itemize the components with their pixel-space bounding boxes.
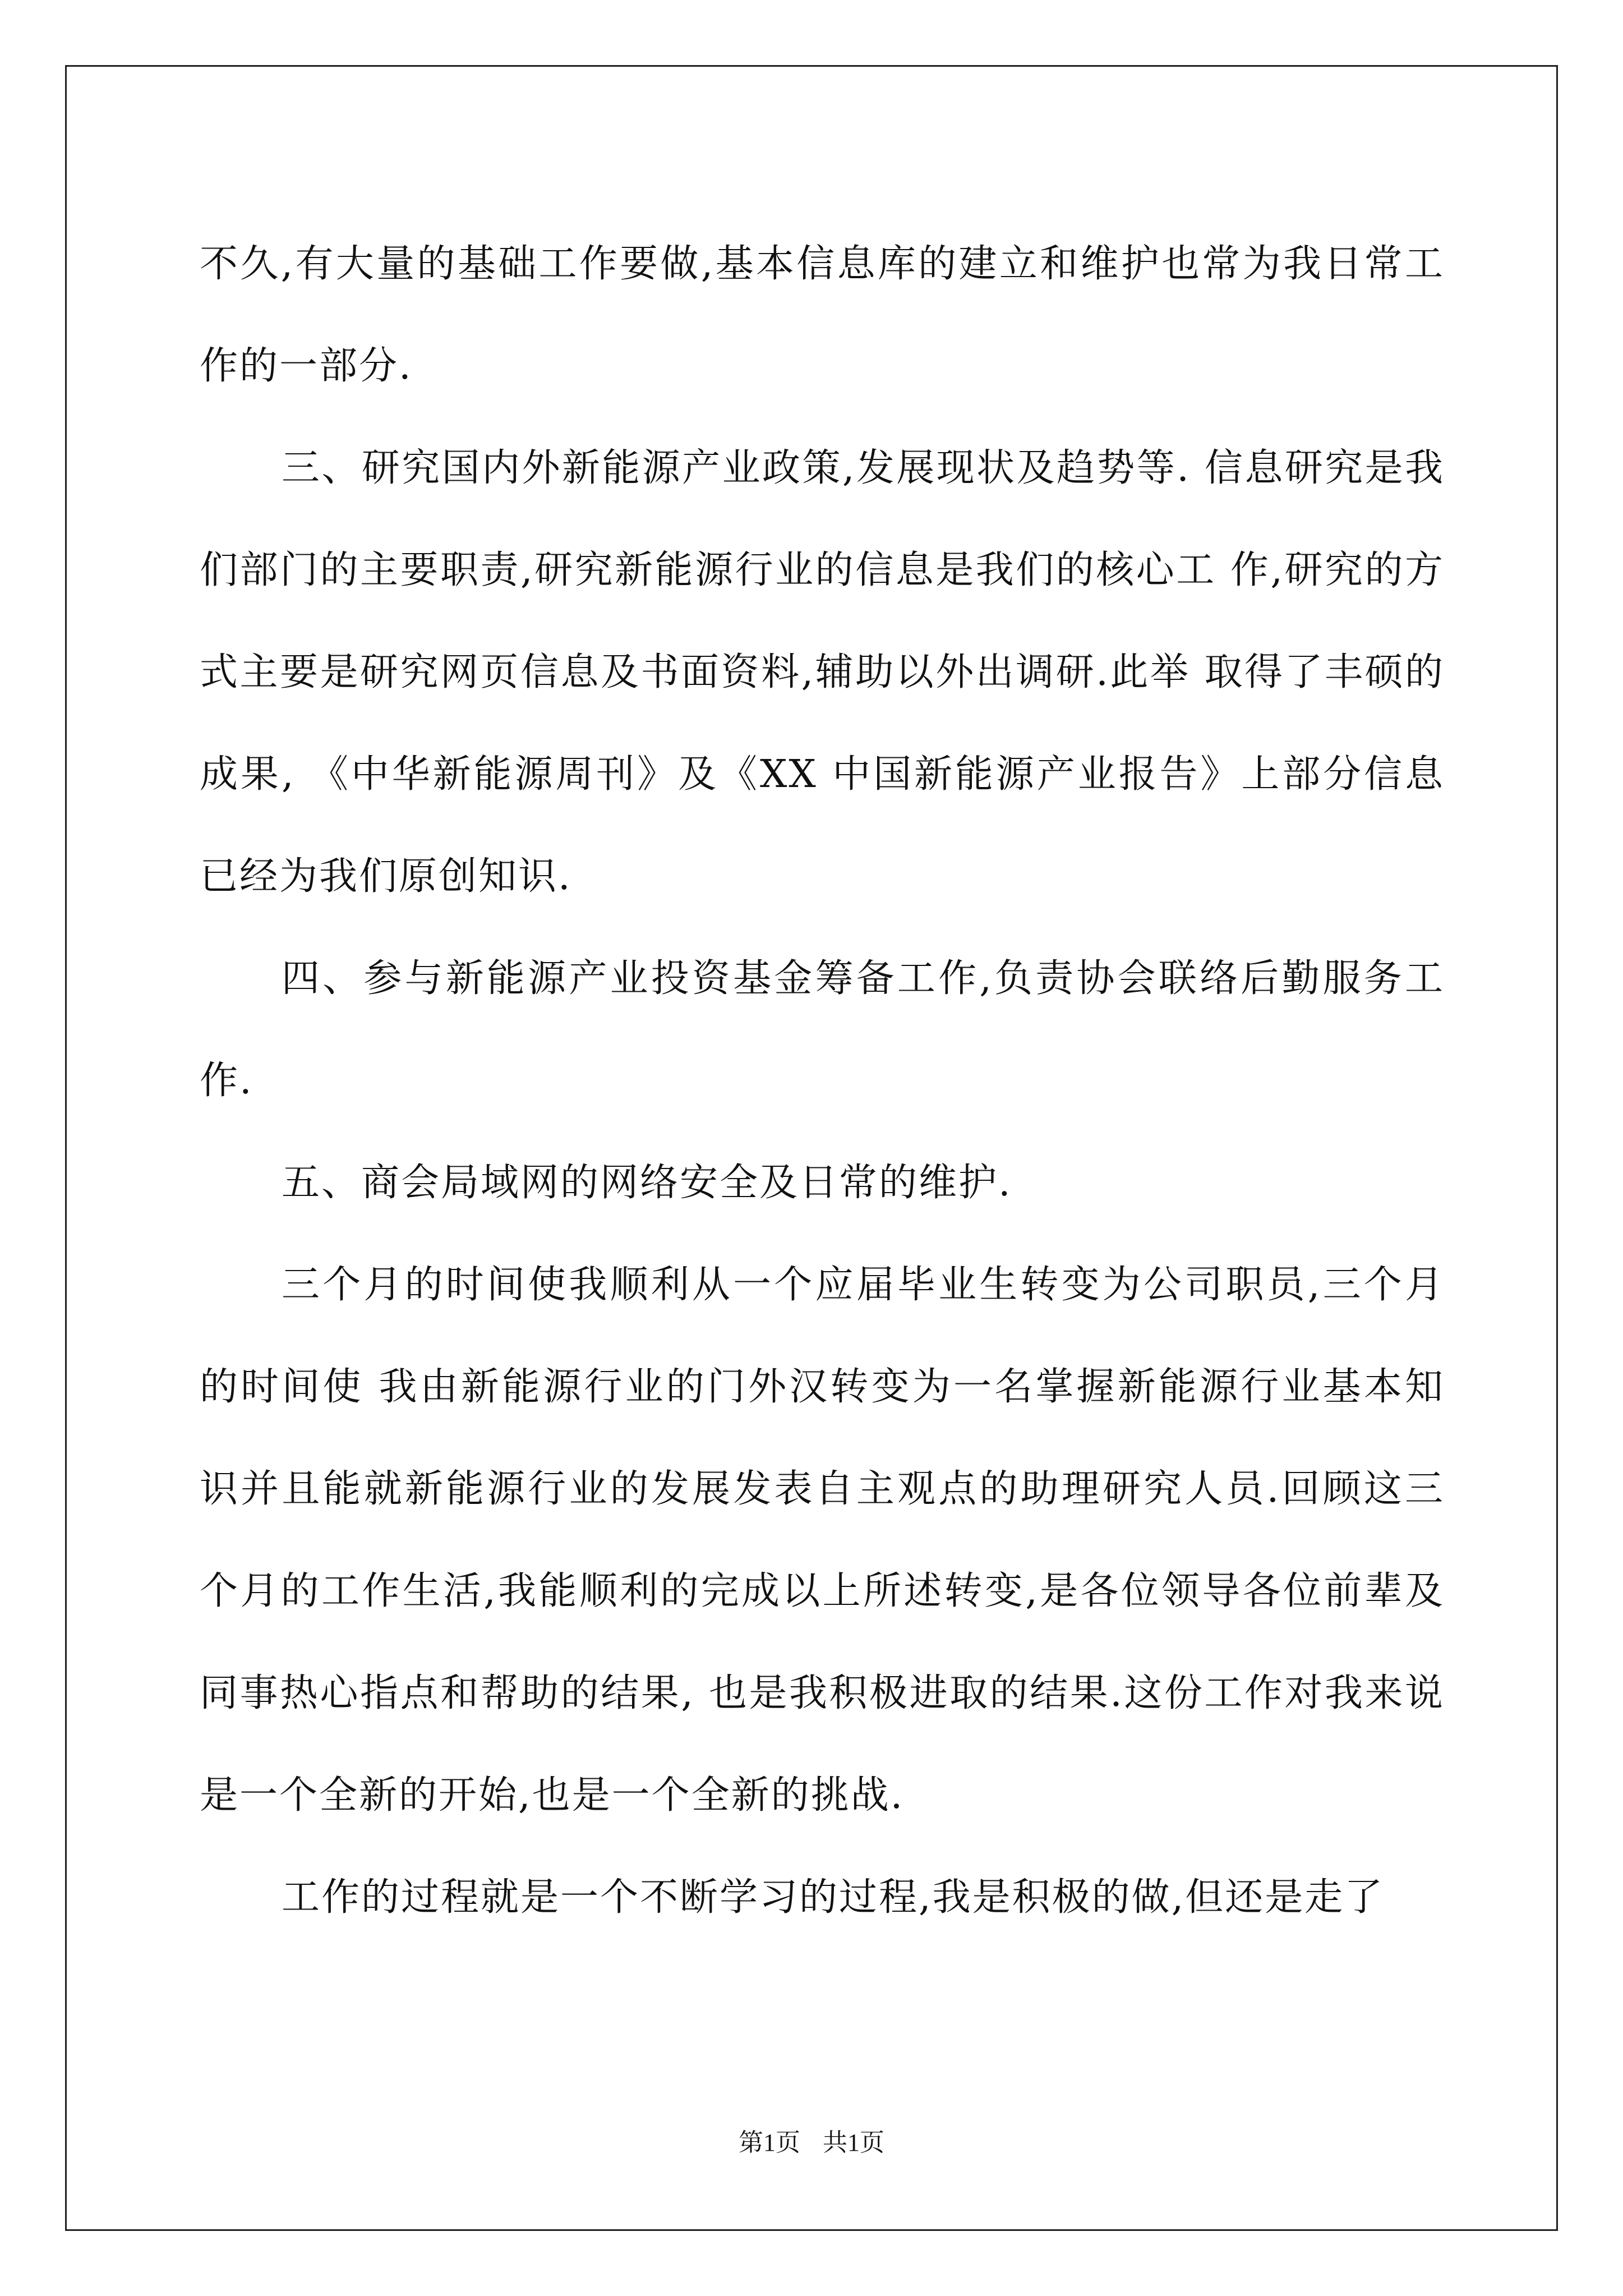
page-footer [0, 2126, 1623, 2160]
page-total: 共1页 [823, 2129, 884, 2156]
paragraph-2: 三、研究国内外新能源产业政策,发展现状及趋势等. 信息研究是我们部门的主要职责,研究新能源行业的信息是我们的核心工 作,研究的方式主要是研究网页信息及书面资料,辅助以外出调研.此举 取得了丰硕的成果, 《中华新能源周刊》及《XX 中国新能源产业报告》上部分信息已经为我们原创知识. [200, 446, 1445, 899]
document-body [200, 213, 1445, 1949]
paragraph-4: 五、商会局域网的网络安全及日常的维护. [282, 1161, 1012, 1205]
paragraph-3: 四、参与新能源产业投资基金筹备工作,负责协会联络后勤服务工作. [200, 956, 1445, 1103]
page-number: 第1页 [739, 2129, 800, 2156]
paragraph-5: 三个月的时间使我顺利从一个应届毕业生转变为公司职员,三个月的时间使 我由新能源行业的门外汉转变为一名掌握新能源行业基本知识并且能就新能源行业的发展发表自主观点的助理研究人员.回顾这三个月的工作生活,我能顺利的完成以上所述转变,是各位领导各位前辈及同事热心指点和帮助的结果, 也是我积极进取的结果.这份工作对我来说是一个全新的开始,也是一个全新的挑战. [200, 1263, 1445, 1818]
paragraph-1: 不久,有大量的基础工作要做,基本信息库的建立和维护也常为我日常工作的一部分. [200, 242, 1445, 388]
paragraph-6: 工作的过程就是一个不断学习的过程,我是积极的做,但还是走了 [282, 1875, 1385, 1920]
